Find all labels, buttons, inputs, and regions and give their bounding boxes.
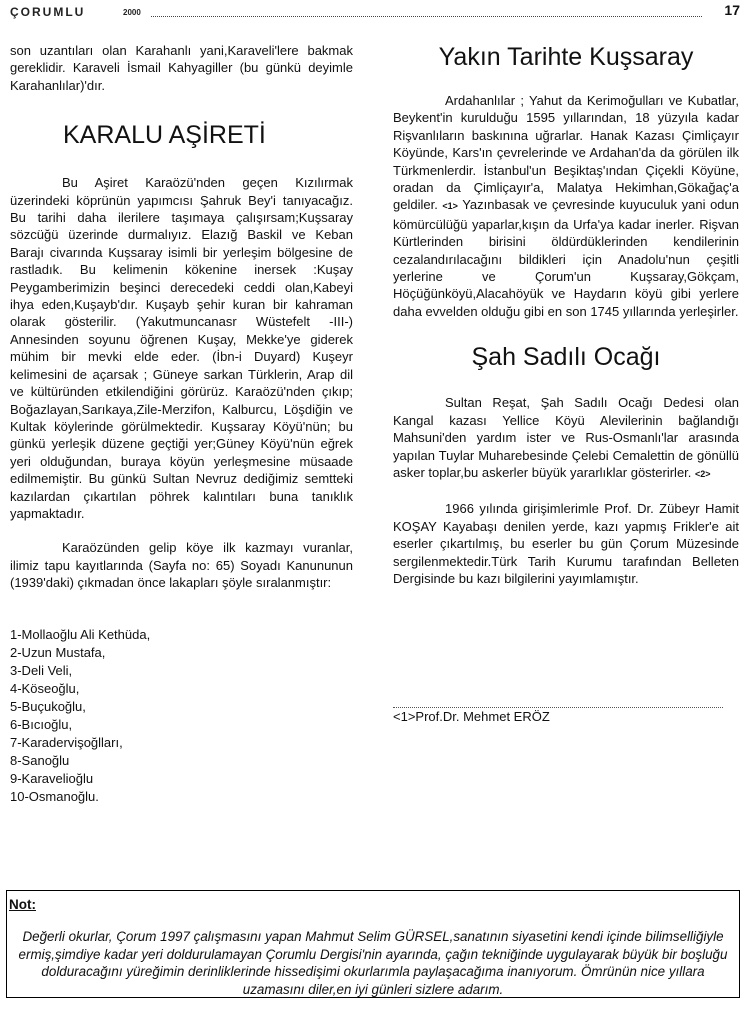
list-item: 3-Deli Veli,	[10, 662, 73, 678]
footnote: <1>Prof.Dr. Mehmet ERÖZ	[393, 709, 550, 725]
note-title: Not:	[9, 897, 36, 912]
note-body: Değerli okurlar, Çorum 1997 çalışmasını yapan Mahmut Selim GÜRSEL,sanatının siyasetini kendi içinde bilimselliğiyle ermiş,şimdiye kadar yeri doldurulamayan Çorumlu Dergisi'nin ayarında, çağın tekniğinde uygulayarak büyük bir boşluğu dolduracağını yüreğimin derinliklerinde hissedişimi okurlarımla paylaşacağıma inanıyorum. Ömrünün nice yıllara uzamasını diler,en iyi günleri sizlere adarım.	[18, 929, 728, 997]
kosay-paragraph: 1966 yılında girişimlerimle Prof. Dr. Zübeyr Hamit KOŞAY Kayabaşı denilen yerde, kazı yapmış Frikler'e ait eserler çıkartılmış, bu eserler bu gün Çorum Müzesinde sergilenmektedir.Türk Tarih Kurumu tarafından Belleten Dergisinde bu kazı bilgilerini yayımlamıştır.	[393, 501, 739, 586]
magazine-name: ÇORUMLU	[10, 5, 86, 19]
list-item: 9-Karavelioğlu	[10, 770, 94, 786]
list-item: 10-Osmanoğlu.	[10, 788, 99, 804]
header-dotted-rule	[151, 16, 702, 17]
tapu-paragraph: Karaözünden gelip köye ilk kazmayı vuranlar, ilimiz tapu kayıtlarında (Sayfa no: 65) Soyadı Kanununun (1939'daki) çıkmadan önce lakapları şöyle sıralanmıştır:	[10, 540, 353, 591]
list-item: 8-Sanoğlu	[10, 752, 70, 768]
nickname-list	[10, 626, 353, 806]
list-item: 2-Uzun Mustafa,	[10, 644, 106, 660]
karalu-paragraph: Bu Aşiret Karaözü'nden geçen Kızılırmak üzerindeki köprünün yapımcısı Şahruk Bey'i tanıyacağız. Bu tarihi daha ilerilere taşımaya çalışırsam;Kuşsaray sözcüğü üzerinde durmalıyız. Elazığ Baskil ve Keban Barajı civarında Kuşsaray isimli bir yerleşim bölgesine de rastladık. Bu kelimenin kökenine inersek :Kuşay Peygamberimizin beşinci derecedeki ceddi olan,Kabeyi ihya eden,Kuşayb'dır. Kuşayb şehir kuran bir kahraman olarak gösterilir. (Yakutmuncanasr Wüstefelt -III-) Annesinden soyunu öğrenen Kuşay, Mekke'ye giderek mühim bir mevki elde eder. (İbn-i Duyard) Kuşeyr kelimesini de açarsak ; Güneye sarkan Türklerin, Arap dil ve kültüründen etkilendiğini görürüz. Karaözü'nden çıkıp; Boğazlayan,Sarıkaya,Zile-Merzifon, Kalburcu, Löşdiğin ve Kultak köylerinde görülmektedir. Kuşsaray Köyü'nün; bu günkü yerleşik düzene geçtiği yer;Güney Köyü'nün eğrek yeri olduğundan, buraya köyün yerleşmesine müsaade edilmemiştir. Bu günkü Sultan Nevruz dediğimiz semtteki kazılardan çıkartılan pöhrek kalıntıları buna tanıklık yapmaktadır.	[10, 175, 353, 521]
list-item: 4-Köseoğlu,	[10, 680, 80, 696]
left-column	[10, 42, 353, 806]
list-item: 1-Mollaoğlu Ali Kethüda,	[10, 626, 151, 642]
list-item: 5-Buçukoğlu,	[10, 698, 86, 714]
ardahanlilar-paragraph: Ardahanlılar ; Yahut da Kerimoğulları ve Kubatlar, Beykent'in kurulduğu 1595 yıllarından, 18 yüzyıla kadar Rişvanlıların baskınına uğrarlar. Hanak Kazası Çimliçayır Köyünde, Kars'ın çevrelerinde ve Ardahan'da da görülen ilk Türkmenlerdir. İstanbul'un Beşiktaş'ından Çiçekli Köyüne, oradan da Çimliçayır'a, Malatya Hekimhan,Gökağaç'a geldiler. <1> Yazınbasak ve çevresinde kuyuculuk yani odun kömürcülüğü yaparlar,kışın da Urfa'ya kadar inerler. Rişvan Kürtlerinden birisini öldürdüklerinden kendilerinin cezalandırılacağını bildikleri için Anadolu'nun çeşitli yerlerine ve Çorum'un Kuşsaray,Gökçam, Höçüğünköyü,Alacahöyük ve Haydarın köyü gibi yerlere daha evvelden olduğu gibi en son 1745 yıllarında yerleşirler.	[393, 93, 739, 319]
issue-year: 2000	[123, 8, 141, 17]
intro-paragraph: son uzantıları olan Karahanlı yani,Karaveli'lere bakmak gereklidir. Karaveli İsmail Kahyagiller (bu günkü deyimle Karahanlılar)'dır.	[10, 43, 353, 93]
footnote-ref-2: <2>	[695, 468, 711, 479]
right-column	[393, 42, 739, 726]
page-number: 17	[724, 2, 740, 18]
page-header	[10, 4, 740, 22]
list-item: 6-Bıcıoğlu,	[10, 716, 73, 732]
section-heading-kussaray: Yakın Tarihte Kuşsaray	[438, 43, 694, 71]
sultan-resat-paragraph: Sultan Reşat, Şah Sadılı Ocağı Dedesi olan Kangal kazası Yellice Köyü Alevilerinin bağlandığı Mahsuni'den yardım ister ve Rus-Osmanlı'lar arasında yapılan Tuylar Muharebesinde Çelebi Cemalettin de gönüllü asker toplar,bu askerler büyük yararlıklar gösterirler. <2>	[393, 395, 739, 480]
note-box	[6, 890, 740, 998]
list-item: 7-Karadervişoğlları,	[10, 734, 123, 750]
section-heading-sah-sadili: Şah Sadılı Ocağı	[471, 343, 661, 372]
footnote-ref-1: <1>	[442, 201, 458, 212]
section-heading-karalu: KARALU AŞİRETİ	[63, 121, 266, 150]
